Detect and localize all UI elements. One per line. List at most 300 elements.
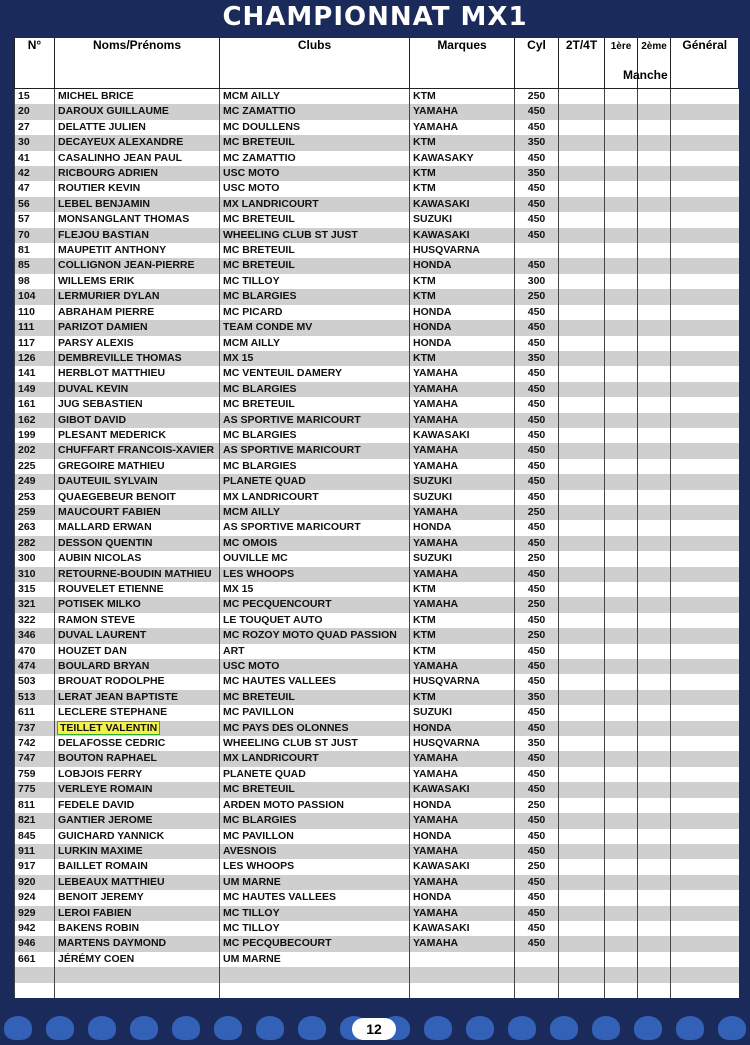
- table-row: [15, 813, 739, 828]
- cell-general: [671, 798, 739, 813]
- table-row: [15, 520, 739, 535]
- cell-m2: [638, 567, 671, 582]
- cell-num: 747: [15, 751, 55, 766]
- cell-m1: [605, 89, 638, 105]
- cell-stroke: [559, 859, 605, 874]
- cell-general: [671, 967, 739, 982]
- cell-num: 149: [15, 382, 55, 397]
- cell-brand: KTM: [410, 181, 515, 196]
- cell-stroke: [559, 243, 605, 258]
- cell-name: GREGOIRE MATHIEU: [55, 459, 220, 474]
- cell-stroke: [559, 305, 605, 320]
- cell-club: WHEELING CLUB ST JUST: [220, 228, 410, 243]
- cell-m2: [638, 505, 671, 520]
- cell-club: OUVILLE MC: [220, 551, 410, 566]
- cell-stroke: [559, 274, 605, 289]
- cell-m2: [638, 212, 671, 227]
- cell-num: 321: [15, 597, 55, 612]
- table-row: [15, 690, 739, 705]
- cell-club: [220, 983, 410, 998]
- cell-general: [671, 351, 739, 366]
- cell-stroke: [559, 782, 605, 797]
- cell-brand: HUSQVARNA: [410, 736, 515, 751]
- cell-num: 70: [15, 228, 55, 243]
- cell-general: [671, 212, 739, 227]
- table-row: [15, 120, 739, 135]
- cell-cyl: 450: [515, 520, 559, 535]
- cell-m2: [638, 859, 671, 874]
- cell-m2: [638, 952, 671, 967]
- cell-brand: KTM: [410, 135, 515, 150]
- cell-stroke: [559, 751, 605, 766]
- cell-m2: [638, 782, 671, 797]
- cell-m1: [605, 181, 638, 196]
- cell-m1: [605, 767, 638, 782]
- cell-cyl: 350: [515, 135, 559, 150]
- cell-num: 225: [15, 459, 55, 474]
- cell-general: [671, 228, 739, 243]
- cell-cyl: 250: [515, 859, 559, 874]
- cell-club: MC BRETEUIL: [220, 212, 410, 227]
- cell-general: [671, 474, 739, 489]
- cell-num: 161: [15, 397, 55, 412]
- cell-stroke: [559, 520, 605, 535]
- cell-cyl: 450: [515, 906, 559, 921]
- cell-cyl: 350: [515, 736, 559, 751]
- cell-brand: YAMAHA: [410, 767, 515, 782]
- cell-general: [671, 983, 739, 998]
- cell-m2: [638, 674, 671, 689]
- cell-cyl: 450: [515, 428, 559, 443]
- cell-club: USC MOTO: [220, 659, 410, 674]
- cell-cyl: 450: [515, 921, 559, 936]
- cell-general: [671, 705, 739, 720]
- cell-m2: [638, 443, 671, 458]
- cell-brand: YAMAHA: [410, 120, 515, 135]
- cell-m2: [638, 967, 671, 982]
- cell-m2: [638, 382, 671, 397]
- cell-num: 249: [15, 474, 55, 489]
- table-row: [15, 751, 739, 766]
- cell-general: [671, 582, 739, 597]
- cell-m1: [605, 413, 638, 428]
- footer-bar: [0, 998, 750, 1045]
- cell-brand: [410, 952, 515, 967]
- cell-num: 85: [15, 258, 55, 273]
- cell-club: MC BLARGIES: [220, 428, 410, 443]
- cell-brand: HUSQVARNA: [410, 243, 515, 258]
- cell-cyl: 450: [515, 320, 559, 335]
- cell-m1: [605, 274, 638, 289]
- cell-brand: YAMAHA: [410, 459, 515, 474]
- cell-general: [671, 751, 739, 766]
- cell-m1: [605, 397, 638, 412]
- cell-general: [671, 782, 739, 797]
- cell-name: DELAFOSSE CEDRIC: [55, 736, 220, 751]
- cell-brand: YAMAHA: [410, 366, 515, 381]
- cell-stroke: [559, 428, 605, 443]
- cell-brand: YAMAHA: [410, 397, 515, 412]
- cell-m1: [605, 305, 638, 320]
- cell-m2: [638, 875, 671, 890]
- cell-name: PARIZOT DAMIEN: [55, 320, 220, 335]
- cell-name: JÉRÉMY COEN: [55, 952, 220, 967]
- cell-cyl: 250: [515, 597, 559, 612]
- cell-stroke: [559, 351, 605, 366]
- cell-general: [671, 258, 739, 273]
- cell-num: 42: [15, 166, 55, 181]
- cell-brand: KTM: [410, 690, 515, 705]
- cell-club: MX 15: [220, 582, 410, 597]
- cell-brand: HONDA: [410, 258, 515, 273]
- cell-brand: KAWASAKI: [410, 228, 515, 243]
- table-row: [15, 428, 739, 443]
- cell-stroke: [559, 767, 605, 782]
- cell-cyl: 450: [515, 536, 559, 551]
- cell-general: [671, 936, 739, 951]
- cell-m1: [605, 104, 638, 119]
- table-row: [15, 906, 739, 921]
- cell-m1: [605, 875, 638, 890]
- cell-brand: YAMAHA: [410, 597, 515, 612]
- col-header-club: Clubs: [220, 38, 410, 89]
- cell-cyl: [515, 983, 559, 998]
- cell-m2: [638, 135, 671, 150]
- cell-general: [671, 906, 739, 921]
- cell-m1: [605, 813, 638, 828]
- cell-num: [15, 983, 55, 998]
- cell-num: 202: [15, 443, 55, 458]
- cell-general: [671, 536, 739, 551]
- cell-club: USC MOTO: [220, 166, 410, 181]
- cell-brand: KAWASAKI: [410, 921, 515, 936]
- cell-general: [671, 397, 739, 412]
- header-bar: [0, 0, 750, 38]
- cell-m2: [638, 428, 671, 443]
- cell-m2: [638, 936, 671, 951]
- cell-m1: [605, 952, 638, 967]
- cell-num: 821: [15, 813, 55, 828]
- table-row: [15, 135, 739, 150]
- table-row: [15, 505, 739, 520]
- cell-general: [671, 597, 739, 612]
- cell-brand: YAMAHA: [410, 505, 515, 520]
- cell-num: 737: [15, 721, 55, 736]
- cell-cyl: 450: [515, 644, 559, 659]
- cell-cyl: [515, 967, 559, 982]
- cell-brand: HONDA: [410, 305, 515, 320]
- manche-2-label: 2ème: [641, 41, 667, 52]
- cell-cyl: 450: [515, 104, 559, 119]
- cell-general: [671, 89, 739, 105]
- cell-name: QUAEGEBEUR BENOIT: [55, 490, 220, 505]
- cell-name: MICHEL BRICE: [55, 89, 220, 105]
- cell-cyl: 350: [515, 166, 559, 181]
- cell-club: ART: [220, 644, 410, 659]
- cell-m1: [605, 690, 638, 705]
- cell-stroke: [559, 197, 605, 212]
- cell-club: USC MOTO: [220, 181, 410, 196]
- cell-m2: [638, 890, 671, 905]
- cell-name: [55, 967, 220, 982]
- cell-brand: YAMAHA: [410, 567, 515, 582]
- cell-m1: [605, 582, 638, 597]
- cell-brand: [410, 967, 515, 982]
- table-row: [15, 366, 739, 381]
- cell-num: 503: [15, 674, 55, 689]
- cell-name: BAILLET ROMAIN: [55, 859, 220, 874]
- cell-stroke: [559, 829, 605, 844]
- cell-m1: [605, 567, 638, 582]
- cell-club: MC BLARGIES: [220, 289, 410, 304]
- cell-num: 162: [15, 413, 55, 428]
- cell-brand: KAWASAKI: [410, 782, 515, 797]
- cell-club: MX LANDRICOURT: [220, 490, 410, 505]
- col-header-brand: Marques: [410, 38, 515, 89]
- cell-name: MARTENS DAYMOND: [55, 936, 220, 951]
- cell-club: MC BLARGIES: [220, 382, 410, 397]
- cell-m2: [638, 844, 671, 859]
- cell-cyl: [515, 952, 559, 967]
- cell-brand: KTM: [410, 582, 515, 597]
- cell-m2: [638, 274, 671, 289]
- page-number: 12: [352, 1018, 396, 1040]
- cell-general: [671, 844, 739, 859]
- cell-cyl: 450: [515, 397, 559, 412]
- table-row: [15, 490, 739, 505]
- cell-name: BROUAT RODOLPHE: [55, 674, 220, 689]
- table-row: [15, 582, 739, 597]
- cell-brand: YAMAHA: [410, 104, 515, 119]
- cell-name: GUICHARD YANNICK: [55, 829, 220, 844]
- cell-stroke: [559, 644, 605, 659]
- cell-m1: [605, 551, 638, 566]
- cell-cyl: 450: [515, 366, 559, 381]
- cell-m1: [605, 597, 638, 612]
- cell-name: DEMBREVILLE THOMAS: [55, 351, 220, 366]
- cell-num: 47: [15, 181, 55, 196]
- cell-name: LEROI FABIEN: [55, 906, 220, 921]
- cell-stroke: [559, 258, 605, 273]
- cell-m2: [638, 906, 671, 921]
- cell-stroke: [559, 382, 605, 397]
- cell-club: MC PAVILLON: [220, 705, 410, 720]
- cell-club: TEAM CONDE MV: [220, 320, 410, 335]
- cell-num: 924: [15, 890, 55, 905]
- cell-brand: YAMAHA: [410, 844, 515, 859]
- cell-name: DESSON QUENTIN: [55, 536, 220, 551]
- cell-stroke: [559, 336, 605, 351]
- cell-m1: [605, 859, 638, 874]
- cell-club: MC HAUTES VALLEES: [220, 890, 410, 905]
- cell-stroke: [559, 104, 605, 119]
- cell-general: [671, 952, 739, 967]
- cell-general: [671, 921, 739, 936]
- cell-num: 259: [15, 505, 55, 520]
- motocross-icon: [256, 1016, 284, 1040]
- cell-m1: [605, 659, 638, 674]
- cell-m1: [605, 320, 638, 335]
- cell-stroke: [559, 659, 605, 674]
- table-row: [15, 936, 739, 951]
- cell-m2: [638, 151, 671, 166]
- cell-m2: [638, 628, 671, 643]
- cell-m1: [605, 243, 638, 258]
- cell-brand: YAMAHA: [410, 413, 515, 428]
- cell-club: MC BLARGIES: [220, 813, 410, 828]
- cell-m1: [605, 336, 638, 351]
- cell-num: 775: [15, 782, 55, 797]
- table-row: [15, 721, 739, 736]
- cell-m2: [638, 490, 671, 505]
- cell-m2: [638, 397, 671, 412]
- cell-general: [671, 890, 739, 905]
- cell-club: [220, 967, 410, 982]
- cell-m2: [638, 289, 671, 304]
- cell-general: [671, 721, 739, 736]
- cell-m1: [605, 151, 638, 166]
- cell-m2: [638, 181, 671, 196]
- cell-m1: [605, 967, 638, 982]
- cell-m2: [638, 243, 671, 258]
- cell-cyl: 450: [515, 936, 559, 951]
- cell-name: FLEJOU BASTIAN: [55, 228, 220, 243]
- cell-brand: SUZUKI: [410, 705, 515, 720]
- cell-club: MX 15: [220, 351, 410, 366]
- cell-num: 845: [15, 829, 55, 844]
- cell-cyl: 450: [515, 567, 559, 582]
- cell-num: 15: [15, 89, 55, 105]
- cell-m1: [605, 644, 638, 659]
- cell-name: COLLIGNON JEAN-PIERRE: [55, 258, 220, 273]
- cell-num: 117: [15, 336, 55, 351]
- cell-club: ARDEN MOTO PASSION: [220, 798, 410, 813]
- cell-m1: [605, 751, 638, 766]
- cell-num: [15, 967, 55, 982]
- cell-m1: [605, 505, 638, 520]
- cell-num: 141: [15, 366, 55, 381]
- cell-brand: YAMAHA: [410, 536, 515, 551]
- cell-m2: [638, 336, 671, 351]
- cell-general: [671, 166, 739, 181]
- cell-name: JUG SEBASTIEN: [55, 397, 220, 412]
- cell-brand: KTM: [410, 351, 515, 366]
- cell-club: MC PAVILLON: [220, 829, 410, 844]
- cell-num: 310: [15, 567, 55, 582]
- cell-cyl: 450: [515, 181, 559, 196]
- cell-num: 315: [15, 582, 55, 597]
- cell-m2: [638, 983, 671, 998]
- cell-m2: [638, 659, 671, 674]
- cell-m1: [605, 721, 638, 736]
- cell-stroke: [559, 536, 605, 551]
- cell-m1: [605, 135, 638, 150]
- cell-general: [671, 443, 739, 458]
- cell-general: [671, 181, 739, 196]
- motocross-icon: [466, 1016, 494, 1040]
- cell-name: BOUTON RAPHAEL: [55, 751, 220, 766]
- cell-name: DELATTE JULIEN: [55, 120, 220, 135]
- cell-name: PARSY ALEXIS: [55, 336, 220, 351]
- cell-name: PLESANT MEDERICK: [55, 428, 220, 443]
- cell-m2: [638, 613, 671, 628]
- cell-stroke: [559, 490, 605, 505]
- table-row: [15, 382, 739, 397]
- cell-m2: [638, 921, 671, 936]
- cell-club: MC ZAMATTIO: [220, 151, 410, 166]
- cell-m1: [605, 674, 638, 689]
- cell-brand: KAWASAKI: [410, 197, 515, 212]
- cell-brand: HONDA: [410, 336, 515, 351]
- cell-general: [671, 135, 739, 150]
- cell-brand: HONDA: [410, 829, 515, 844]
- cell-cyl: 350: [515, 690, 559, 705]
- cell-m2: [638, 120, 671, 135]
- cell-stroke: [559, 582, 605, 597]
- cell-club: MC ZAMATTIO: [220, 104, 410, 119]
- cell-stroke: [559, 320, 605, 335]
- cell-cyl: 250: [515, 551, 559, 566]
- cell-num: 20: [15, 104, 55, 119]
- cell-m1: [605, 258, 638, 273]
- cell-name: RICBOURG ADRIEN: [55, 166, 220, 181]
- cell-num: 346: [15, 628, 55, 643]
- motocross-icon: [172, 1016, 200, 1040]
- cell-cyl: 450: [515, 721, 559, 736]
- cell-m2: [638, 767, 671, 782]
- cell-general: [671, 813, 739, 828]
- cell-brand: YAMAHA: [410, 936, 515, 951]
- cell-num: 57: [15, 212, 55, 227]
- cell-m1: [605, 983, 638, 998]
- cell-stroke: [559, 151, 605, 166]
- cell-name: DAUTEUIL SYLVAIN: [55, 474, 220, 489]
- cell-cyl: 250: [515, 798, 559, 813]
- cell-general: [671, 520, 739, 535]
- cell-num: 917: [15, 859, 55, 874]
- cell-general: [671, 551, 739, 566]
- table-row: [15, 567, 739, 582]
- cell-club: AS SPORTIVE MARICOURT: [220, 413, 410, 428]
- cell-stroke: [559, 628, 605, 643]
- cell-name: ABRAHAM PIERRE: [55, 305, 220, 320]
- col-header-num: N°: [15, 38, 55, 89]
- motocross-icon: [424, 1016, 452, 1040]
- cell-general: [671, 875, 739, 890]
- cell-name: LERAT JEAN BAPTISTE: [55, 690, 220, 705]
- cell-stroke: [559, 674, 605, 689]
- entry-table: [14, 38, 739, 1013]
- cell-club: MCM AILLY: [220, 89, 410, 105]
- col-header-general: Général: [671, 38, 739, 89]
- cell-m1: [605, 628, 638, 643]
- cell-stroke: [559, 890, 605, 905]
- cell-club: MX LANDRICOURT: [220, 197, 410, 212]
- col-header-stroke: 2T/4T: [559, 38, 605, 89]
- cell-cyl: 450: [515, 875, 559, 890]
- cell-m1: [605, 782, 638, 797]
- cell-cyl: 450: [515, 813, 559, 828]
- cell-num: 474: [15, 659, 55, 674]
- cell-brand: KTM: [410, 274, 515, 289]
- cell-m1: [605, 936, 638, 951]
- cell-name: ROUTIER KEVIN: [55, 181, 220, 196]
- cell-name: [55, 721, 220, 736]
- cell-num: 742: [15, 736, 55, 751]
- cell-club: LES WHOOPS: [220, 859, 410, 874]
- motocross-icon: [298, 1016, 326, 1040]
- cell-brand: SUZUKI: [410, 212, 515, 227]
